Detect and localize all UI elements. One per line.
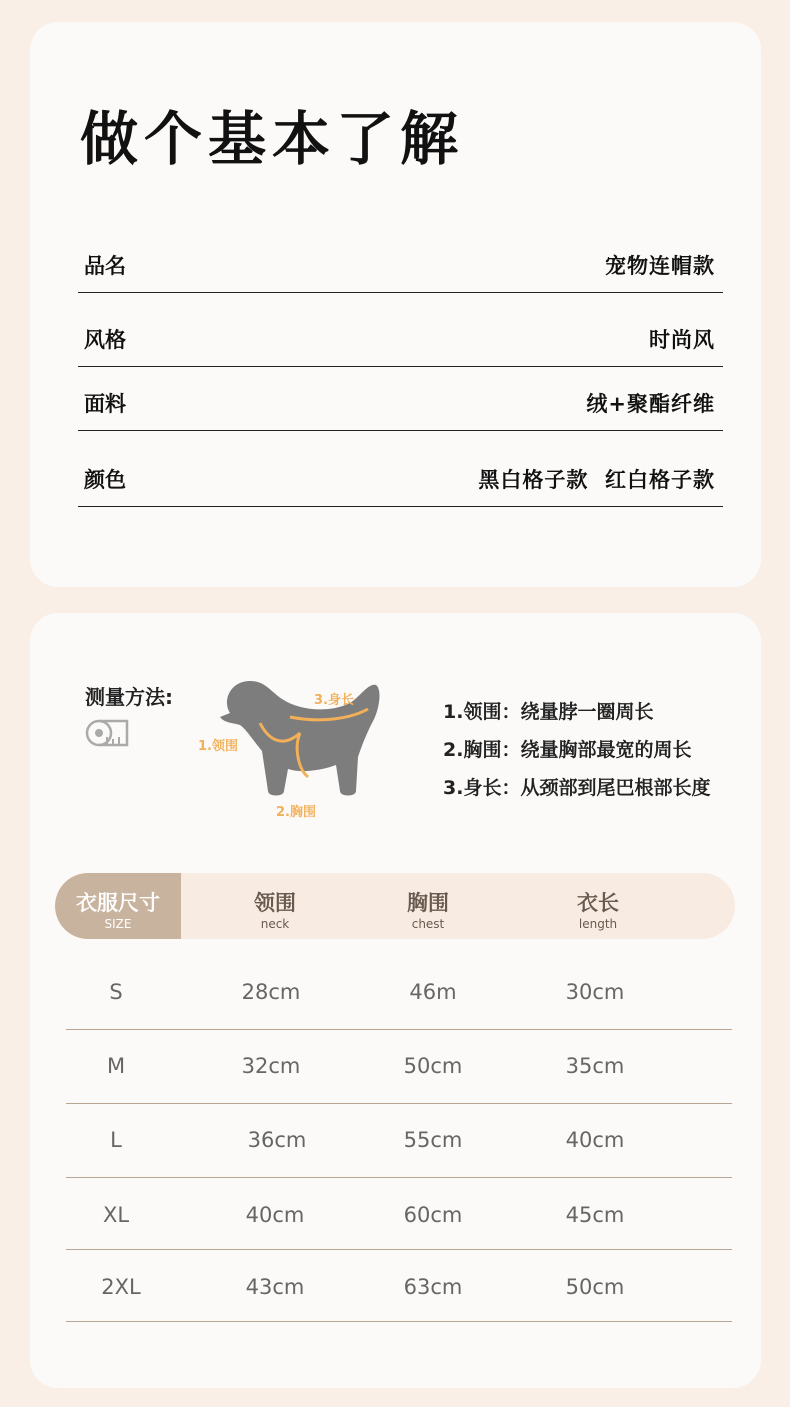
info-row-color — [78, 430, 723, 507]
cell-neck: 36cm — [247, 1128, 307, 1152]
table-row — [66, 1029, 732, 1104]
header-cn: 领围 — [254, 891, 296, 915]
product-info-card — [30, 22, 761, 587]
cell-size: XL — [102, 1203, 130, 1227]
header-en: SIZE — [104, 917, 132, 931]
info-row-fabric — [78, 358, 723, 431]
info-label: 风格 — [84, 328, 126, 352]
cell-neck: 32cm — [241, 1054, 301, 1078]
cell-neck: 28cm — [241, 980, 301, 1004]
cell-size: L — [110, 1128, 122, 1152]
cell-length: 40cm — [565, 1128, 625, 1152]
size-guide-card — [30, 613, 761, 1388]
header-en: neck — [260, 917, 290, 931]
diagram-label-length: 3.身长 — [314, 693, 354, 708]
header-cn: 衣长 — [577, 891, 619, 915]
header-size — [55, 873, 181, 939]
cell-size: 2XL — [101, 1275, 141, 1299]
header-length — [548, 873, 648, 939]
header-chest — [378, 873, 478, 939]
diagram-label-chest: 2.胸围 — [276, 805, 316, 820]
page-title: 做个基本了解 — [80, 105, 465, 173]
legend-length: 3.身长：从颈部到尾巴根部长度 — [443, 777, 711, 799]
cell-length: 35cm — [565, 1054, 625, 1078]
header-cn: 衣服尺寸 — [76, 891, 160, 915]
table-row — [66, 1177, 732, 1250]
cell-length: 45cm — [565, 1203, 625, 1227]
header-cn: 胸围 — [407, 891, 449, 915]
cell-size: S — [109, 980, 123, 1004]
cell-chest: 50cm — [403, 1054, 463, 1078]
info-label: 品名 — [84, 254, 126, 278]
header-neck — [225, 873, 325, 939]
cell-chest: 46m — [409, 980, 457, 1004]
cell-length: 30cm — [565, 980, 625, 1004]
cell-chest: 63cm — [403, 1275, 463, 1299]
cell-neck: 43cm — [245, 1275, 305, 1299]
info-label: 颜色 — [84, 468, 126, 492]
info-value: 绒+聚酯纤维 — [586, 392, 715, 416]
table-row — [66, 1103, 732, 1178]
info-value: 黑白格子款 红白格子款 — [478, 468, 715, 492]
cell-length: 50cm — [565, 1275, 625, 1299]
info-value: 宠物连帽款 — [605, 254, 715, 278]
header-en: chest — [411, 917, 445, 931]
measure-title: 测量方法: — [85, 685, 173, 709]
diagram-label-neck: 1.领围 — [198, 739, 238, 754]
cell-size: M — [106, 1054, 126, 1078]
table-row — [66, 955, 732, 1030]
cell-chest: 55cm — [403, 1128, 463, 1152]
info-row-style — [78, 292, 723, 367]
info-label: 面料 — [84, 392, 126, 416]
cell-chest: 60cm — [403, 1203, 463, 1227]
header-en: length — [578, 917, 618, 931]
legend-chest: 2.胸围：绕量胸部最宽的周长 — [443, 739, 692, 761]
info-row-name — [78, 218, 723, 293]
cell-neck: 40cm — [245, 1203, 305, 1227]
tape-measure-icon — [85, 717, 131, 751]
table-row — [66, 1249, 732, 1322]
info-value: 时尚风 — [649, 328, 715, 352]
size-table-header — [55, 873, 735, 939]
legend-neck: 1.领围：绕量脖一圈周长 — [443, 701, 654, 723]
